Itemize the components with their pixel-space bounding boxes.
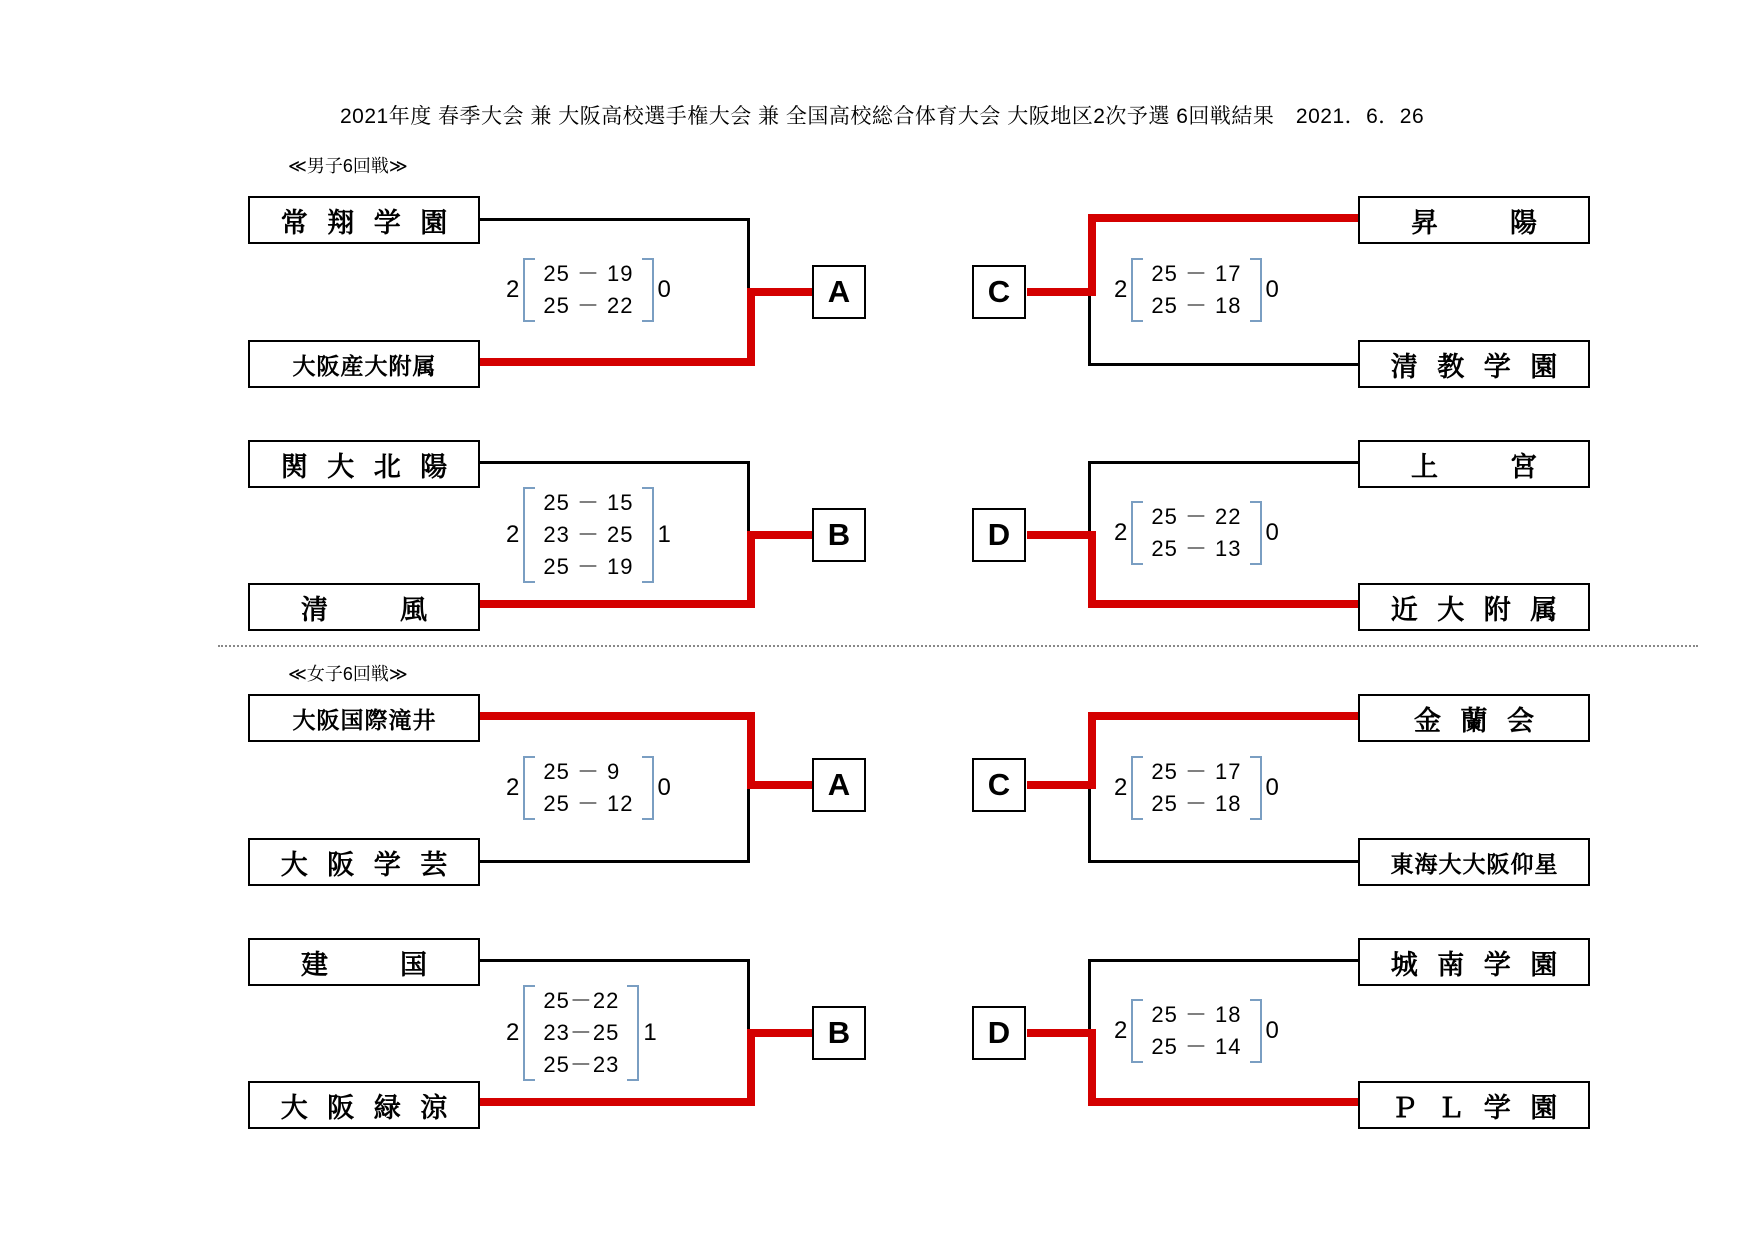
score-block xyxy=(1108,258,1285,322)
left-sets: 2 xyxy=(506,773,520,801)
winner-path xyxy=(747,1029,813,1037)
team-box: 東海大大阪仰星 xyxy=(1358,838,1590,886)
section-label-boys: ≪男子6回戦≫ xyxy=(288,156,408,176)
winner-path xyxy=(480,712,755,720)
set-row: 23 － 25 xyxy=(543,521,634,547)
right-sets: 0 xyxy=(1265,275,1279,303)
team-box: 建 国 xyxy=(248,938,480,986)
bracket-line xyxy=(480,218,750,221)
winner-path xyxy=(1088,1098,1370,1106)
winner-path xyxy=(480,1098,755,1106)
set-row: 25 － 22 xyxy=(543,292,634,318)
winner-path xyxy=(480,358,755,366)
team-box: Ｐ Ｌ 学 園 xyxy=(1358,1081,1590,1129)
page-title: 2021年度 春季大会 兼 大阪高校選手権大会 兼 全国高校総合体育大会 大阪地区2次予選 6回戦結果 2021．6．26 xyxy=(340,105,1425,128)
bracket-left-icon xyxy=(523,487,535,583)
set-row: 25 － 19 xyxy=(543,261,634,286)
winner-path xyxy=(1088,214,1096,296)
bracket-left-icon xyxy=(1131,756,1143,820)
winner-path xyxy=(1088,600,1370,608)
bracket-right-icon xyxy=(627,985,639,1081)
winner-path xyxy=(1027,531,1096,539)
advance-letter-box: D xyxy=(972,508,1026,562)
team-box: 常 翔 学 園 xyxy=(248,196,480,244)
winner-path xyxy=(747,531,755,608)
bracket-right-icon xyxy=(642,487,654,583)
set-row: 25 － 9 xyxy=(543,759,621,784)
advance-letter-box: B xyxy=(812,508,866,562)
score-block xyxy=(500,258,677,322)
team-box: 近 大 附 属 xyxy=(1358,583,1590,631)
team-box: 金 蘭 会 xyxy=(1358,694,1590,742)
winner-path xyxy=(747,781,813,789)
team-box: 大 阪 学 芸 xyxy=(248,838,480,886)
set-row: 25 － 14 xyxy=(1151,1033,1242,1059)
advance-letter-box: D xyxy=(972,1006,1026,1060)
bracket-line xyxy=(480,860,750,863)
team-box: 上 宮 xyxy=(1358,440,1590,488)
bracket-line xyxy=(480,461,750,464)
advance-letter-box: A xyxy=(812,758,866,812)
winner-path xyxy=(1027,288,1096,296)
set-row: 25 － 17 xyxy=(1151,261,1242,286)
team-box: 昇 陽 xyxy=(1358,196,1590,244)
winner-path xyxy=(1088,214,1370,222)
winner-path xyxy=(747,712,755,788)
team-box: 大 阪 緑 涼 xyxy=(248,1081,480,1129)
set-points xyxy=(1133,258,1259,322)
right-sets: 0 xyxy=(1265,773,1279,801)
bracket-right-icon xyxy=(642,258,654,322)
team-box: 清 風 xyxy=(248,583,480,631)
set-points xyxy=(1133,999,1259,1063)
winner-path xyxy=(747,288,813,296)
winner-path xyxy=(1088,712,1096,789)
right-sets: 1 xyxy=(657,520,671,548)
bracket-line xyxy=(480,959,750,962)
bracket-left-icon xyxy=(523,985,535,1081)
bracket-right-icon xyxy=(1250,501,1262,565)
winner-path xyxy=(747,531,813,539)
set-points xyxy=(1133,756,1259,820)
bracket-right-icon xyxy=(1250,999,1262,1063)
advance-letter-box: A xyxy=(812,265,866,319)
score-block xyxy=(500,487,677,583)
set-row: 25－22 xyxy=(543,988,620,1013)
set-points xyxy=(525,487,651,583)
team-box: 関 大 北 陽 xyxy=(248,440,480,488)
winner-path xyxy=(1027,781,1096,789)
set-row: 25 － 12 xyxy=(543,790,634,816)
bracket-line xyxy=(1088,363,1358,366)
bracket-right-icon xyxy=(1250,756,1262,820)
bracket-right-icon xyxy=(642,756,654,820)
set-row: 25－23 xyxy=(543,1051,620,1077)
section-divider xyxy=(218,645,1698,647)
score-block xyxy=(1108,999,1285,1063)
bracket-line xyxy=(1088,959,1358,962)
score-block xyxy=(1108,756,1285,820)
winner-path xyxy=(747,288,755,366)
section-label-girls: ≪女子6回戦≫ xyxy=(288,664,408,684)
left-sets: 2 xyxy=(1114,275,1128,303)
right-sets: 0 xyxy=(657,275,671,303)
set-points xyxy=(525,258,651,322)
right-sets: 1 xyxy=(643,1018,657,1046)
set-points xyxy=(1133,501,1259,565)
left-sets: 2 xyxy=(506,1018,520,1046)
left-sets: 2 xyxy=(506,275,520,303)
score-block xyxy=(1108,501,1285,565)
bracket-left-icon xyxy=(523,756,535,820)
left-sets: 2 xyxy=(1114,773,1128,801)
score-block xyxy=(500,985,663,1081)
bracket-left-icon xyxy=(523,258,535,322)
winner-path xyxy=(480,600,755,608)
advance-letter-box: C xyxy=(972,265,1026,319)
set-row: 25 － 18 xyxy=(1151,790,1242,816)
left-sets: 2 xyxy=(1114,518,1128,546)
winner-path xyxy=(1088,1029,1096,1106)
winner-path xyxy=(747,1029,755,1106)
set-row: 23－25 xyxy=(543,1019,620,1045)
advance-letter-box: C xyxy=(972,758,1026,812)
score-block xyxy=(500,756,677,820)
set-row: 25 － 13 xyxy=(1151,535,1242,561)
right-sets: 0 xyxy=(1265,518,1279,546)
set-row: 25 － 18 xyxy=(1151,1002,1242,1027)
bracket-left-icon xyxy=(1131,999,1143,1063)
team-box: 大阪国際滝井 xyxy=(248,694,480,742)
winner-path xyxy=(1088,531,1096,608)
team-box: 城 南 学 園 xyxy=(1358,938,1590,986)
winner-path xyxy=(1088,712,1370,720)
bracket-right-icon xyxy=(1250,258,1262,322)
set-row: 25 － 17 xyxy=(1151,759,1242,784)
set-row: 25 － 22 xyxy=(1151,504,1242,529)
set-row: 25 － 15 xyxy=(543,490,634,515)
left-sets: 2 xyxy=(1114,1016,1128,1044)
advance-letter-box: B xyxy=(812,1006,866,1060)
bracket-line xyxy=(1088,461,1358,464)
right-sets: 0 xyxy=(1265,1016,1279,1044)
right-sets: 0 xyxy=(657,773,671,801)
winner-path xyxy=(1027,1029,1096,1037)
bracket-line xyxy=(1088,860,1358,863)
set-points xyxy=(525,756,651,820)
set-row: 25 － 19 xyxy=(543,553,634,579)
left-sets: 2 xyxy=(506,520,520,548)
team-box: 清 教 学 園 xyxy=(1358,340,1590,388)
bracket-left-icon xyxy=(1131,258,1143,322)
set-points xyxy=(525,985,637,1081)
team-box: 大阪産大附属 xyxy=(248,340,480,388)
bracket-left-icon xyxy=(1131,501,1143,565)
set-row: 25 － 18 xyxy=(1151,292,1242,318)
